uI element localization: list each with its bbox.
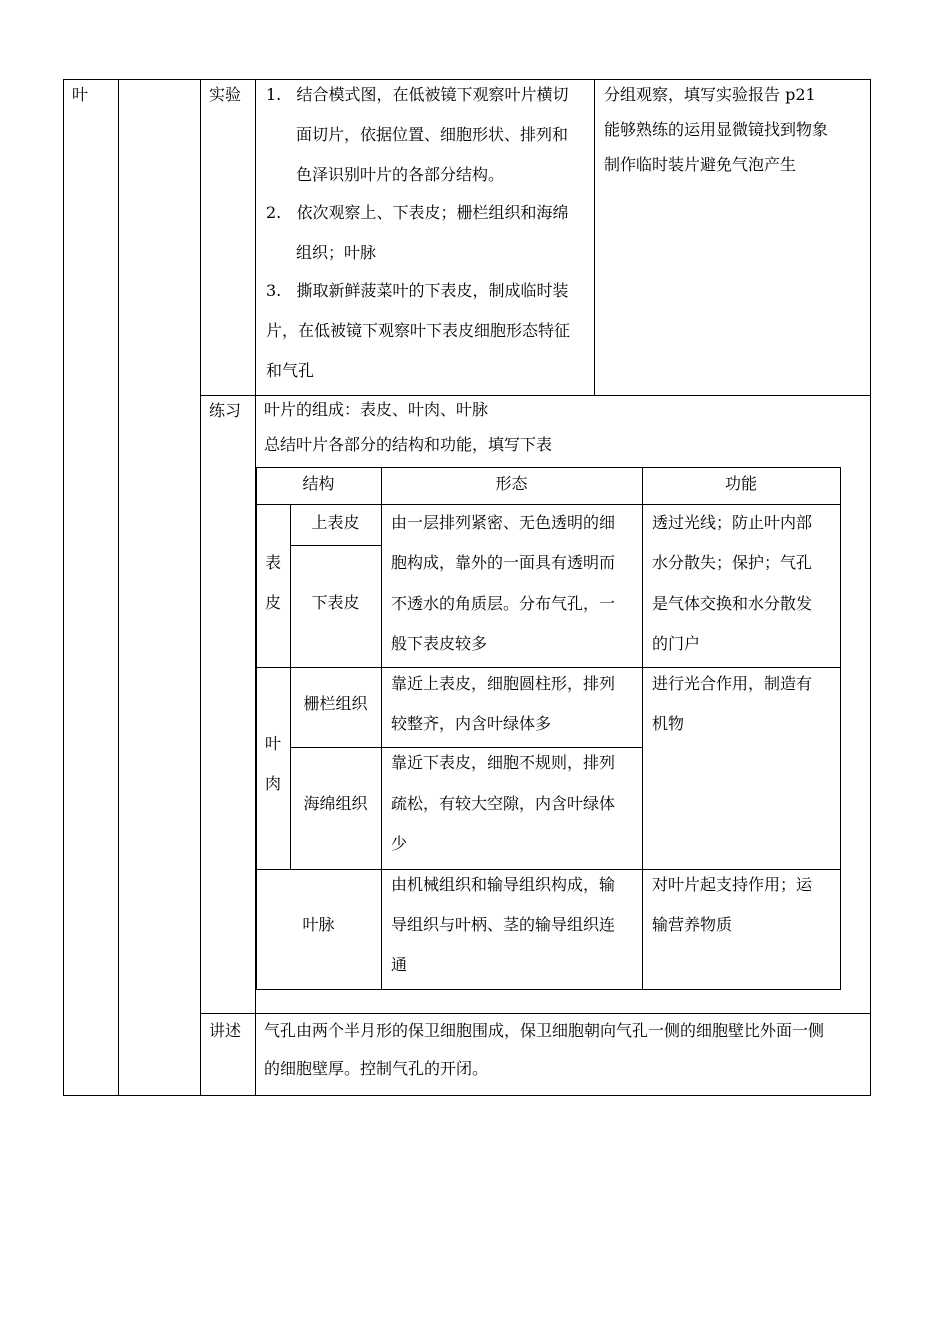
mesophyll-label: 肉 (265, 774, 282, 793)
spongy-form: 靠近下表皮，细胞不规则，排列 (391, 753, 616, 772)
palisade-tissue: 栅栏组织 (303, 694, 368, 713)
spongy-tissue: 海绵组织 (303, 794, 368, 813)
spongy-form: 少 (391, 834, 408, 853)
header-function: 功能 (724, 474, 757, 493)
experiment-line: 组织；叶脉 (296, 243, 377, 262)
epidermis-form: 不透水的角质层。分布气孔，一 (391, 594, 616, 613)
epidermis-function: 的门户 (652, 634, 701, 653)
epidermis-function: 透过光线；防止叶内部 (652, 513, 813, 532)
experiment-line: 色泽识别叶片的各部分结构。 (296, 165, 505, 184)
header-form: 形态 (495, 474, 528, 493)
mesophyll-function: 机物 (652, 714, 685, 733)
vein-form: 导组织与叶柄、茎的输导组织连 (391, 915, 616, 934)
experiment-line: 和气孔 (266, 361, 315, 380)
note-line: 制作临时装片避免气泡产生 (604, 155, 797, 174)
vein-function: 对叶片起支持作用；运 (652, 875, 813, 894)
topic-label: 叶 (72, 85, 89, 104)
experiment-line: 2. 依次观察上、下表皮；栅栏组织和海绵 (266, 203, 569, 222)
lecture-line: 的细胞壁厚。控制气孔的开闭。 (264, 1059, 489, 1078)
epidermis-label: 皮 (265, 593, 282, 612)
experiment-line: 片，在低被镜下观察叶下表皮细胞形态特征 (266, 321, 571, 340)
experiment-line: 1. 结合模式图，在低被镜下观察叶片横切 (266, 85, 569, 104)
vein-label: 叶脉 (302, 915, 335, 934)
note-line: 分组观察，填写实验报告 p21 (604, 85, 816, 104)
vein-function: 输营养物质 (652, 915, 733, 934)
practice-intro: 叶片的组成：表皮、叶肉、叶脉 (264, 400, 489, 419)
row-type-lecture: 讲述 (209, 1021, 242, 1040)
mesophyll-function: 进行光合作用，制造有 (652, 674, 813, 693)
lecture-line: 气孔由两个半月形的保卫细胞围成，保卫细胞朝向气孔一侧的细胞壁比外面一侧 (264, 1021, 825, 1040)
vein-form: 通 (391, 955, 408, 974)
note-line: 能够熟练的运用显微镜找到物象 (604, 120, 829, 139)
practice-intro: 总结叶片各部分的结构和功能，填写下表 (264, 435, 553, 454)
palisade-form: 较整齐，内含叶绿体多 (391, 714, 552, 733)
epidermis-label: 表 (265, 553, 282, 572)
epidermis-form: 般下表皮较多 (391, 634, 488, 653)
row-type-experiment: 实验 (209, 85, 242, 104)
experiment-line: 面切片，依据位置、细胞形状、排列和 (296, 125, 569, 144)
epidermis-form: 由一层排列紧密、无色透明的细 (391, 513, 616, 532)
lower-epidermis: 下表皮 (311, 593, 360, 612)
spongy-form: 疏松，有较大空隙，内含叶绿体 (391, 794, 616, 813)
epidermis-form: 胞构成，靠外的一面具有透明而 (391, 553, 616, 572)
experiment-line: 3. 撕取新鲜菠菜叶的下表皮，制成临时装 (266, 281, 569, 300)
epidermis-function: 水分散失；保护；气孔 (652, 553, 813, 572)
header-structure: 结构 (302, 474, 335, 493)
vein-form: 由机械组织和输导组织构成，输 (391, 875, 616, 894)
mesophyll-label: 叶 (265, 734, 282, 753)
upper-epidermis: 上表皮 (311, 513, 360, 532)
epidermis-function: 是气体交换和水分散发 (652, 594, 813, 613)
palisade-form: 靠近上表皮，细胞圆柱形，排列 (391, 674, 616, 693)
row-type-practice: 练习 (209, 401, 242, 420)
